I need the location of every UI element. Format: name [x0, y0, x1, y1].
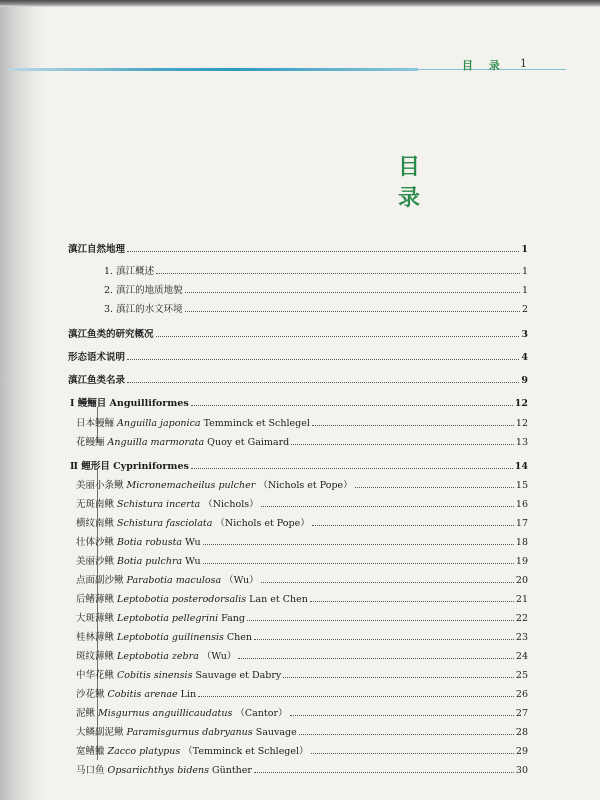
species-chinese-name: 后鳍薄鳅 [76, 594, 118, 605]
toc-entry-label [68, 762, 252, 776]
toc-entry-label: 滇江自然地理 [68, 244, 126, 255]
toc-entry-label [68, 415, 310, 429]
toc-leader-dots [355, 486, 514, 488]
species-scientific-name: Botia robusta [117, 537, 183, 548]
toc-page-number: 12 [515, 418, 528, 429]
toc-leader-dots [291, 443, 514, 445]
toc-page-number: 30 [515, 765, 528, 776]
toc-species-entry[interactable] [68, 530, 528, 548]
running-head-page-number: 1 [520, 57, 527, 70]
species-author: （Wu） [198, 651, 237, 662]
toc-page-number: 14 [514, 461, 528, 472]
species-scientific-name: Leptobotia zebra [117, 651, 199, 662]
toc-entry-label [68, 743, 309, 757]
species-author: Sauvage et Dabry [192, 670, 282, 681]
toc-entry-label [68, 610, 245, 624]
species-scientific-name: Misgurnus anguillicaudatus [98, 708, 233, 719]
species-scientific-name: Zacco platypus [107, 746, 181, 757]
species-author: Lin [177, 689, 197, 700]
species-chinese-name: 沙花鳅 [76, 689, 108, 700]
toc-entry-label [68, 648, 236, 662]
species-author: （Nichols） [200, 499, 259, 510]
toc-entry-label [68, 572, 259, 586]
toc-section-entry[interactable] [68, 368, 528, 386]
toc-page-number: 16 [515, 499, 528, 510]
toc-entry-label [68, 496, 259, 510]
species-chinese-name: 日本鳗鲡 [76, 418, 118, 429]
toc-entry-label [68, 591, 308, 605]
toc-species-entry[interactable] [68, 625, 528, 643]
toc-leader-dots [203, 562, 514, 564]
toc-entry-label: 滇江鱼类名录 [68, 375, 126, 386]
toc-page-number: 9 [521, 375, 528, 386]
toc-page-number: 28 [515, 727, 528, 738]
toc-page-number: 25 [515, 670, 528, 681]
species-chinese-name: 泥鳅 [76, 708, 99, 719]
species-chinese-name: 桂林薄鳅 [76, 632, 118, 643]
toc-entry-label [68, 667, 281, 681]
species-scientific-name: Schistura fasciolata [117, 518, 213, 529]
toc-page-number: 12 [514, 398, 528, 409]
toc-leader-dots [311, 752, 514, 754]
species-scientific-name: Cobitis sinensis [117, 670, 193, 681]
toc-page-number: 24 [515, 651, 528, 662]
toc-page-number: 4 [521, 352, 528, 363]
toc-entry-label: Ⅰ 鳗鲡目 Anguilliformes [70, 398, 189, 409]
species-author: Chen [223, 632, 253, 643]
species-author: Quoy et Gaimard [204, 437, 290, 448]
toc-entry-label [68, 553, 201, 567]
species-chinese-name: 斑纹薄鳅 [76, 651, 118, 662]
toc-page-number: 19 [515, 556, 528, 567]
species-scientific-name: Anguilla japonica [117, 418, 201, 429]
species-scientific-name: Botia pulchra [117, 556, 183, 567]
toc-page-number: 17 [515, 518, 528, 529]
species-chinese-name: 马口鱼 [76, 765, 108, 776]
toc-leader-dots [312, 424, 514, 426]
species-chinese-name: 美丽沙鳅 [76, 556, 118, 567]
species-chinese-name: 点面副沙鳅 [76, 575, 127, 586]
scan-top-edge [0, 0, 600, 7]
toc-page-number: 18 [515, 537, 528, 548]
species-scientific-name: Cobitis arenae [107, 689, 178, 700]
toc-leader-dots [290, 714, 514, 716]
toc-species-entry[interactable] [68, 663, 528, 681]
toc-species-entry[interactable] [68, 568, 528, 586]
toc-page-number: 27 [515, 708, 528, 719]
species-scientific-name: Leptobotia posterodorsalis [117, 594, 247, 605]
toc-page-number: 1 [521, 285, 528, 296]
species-scientific-name: Paramisgurnus dabryanus [126, 727, 253, 738]
toc-species-entry[interactable] [68, 511, 528, 529]
toc-subsection-entry[interactable] [68, 297, 528, 315]
toc-leader-dots [127, 250, 519, 252]
toc-leader-dots [127, 358, 519, 360]
species-chinese-name: 大斑薄鳅 [76, 613, 118, 624]
species-author: （Nichols et Pope） [255, 480, 353, 491]
species-author: （Nichols et Pope） [212, 518, 310, 529]
species-scientific-name: Leptobotia guilinensis [117, 632, 224, 643]
toc-page-number: 29 [515, 746, 528, 757]
toc-entry-label: 1. 滇江概述 [104, 266, 155, 277]
toc-entry-label [68, 705, 288, 719]
species-scientific-name: Leptobotia pellegrini [117, 613, 219, 624]
species-scientific-name: Micronemacheilus pulcher [126, 480, 256, 491]
toc-leader-dots [238, 657, 514, 659]
toc-entry-label: 滇江鱼类的研究概况 [68, 329, 154, 340]
toc-page-number: 21 [515, 594, 528, 605]
species-chinese-name: 无斑南鳅 [76, 499, 118, 510]
toc-leader-dots [203, 543, 514, 545]
toc-entry-label: Ⅱ 鲤形目 Cypriniformes [70, 461, 189, 472]
species-author: （Cantor） [232, 708, 288, 719]
species-scientific-name: Schistura incerta [117, 499, 201, 510]
toc-entry-label [68, 724, 297, 738]
species-chinese-name: 美丽小条鳅 [76, 480, 127, 491]
toc-page-number: 22 [515, 613, 528, 624]
species-chinese-name: 中华花鳅 [76, 670, 118, 681]
toc-section-entry[interactable] [68, 322, 528, 340]
toc-entry-label [68, 515, 310, 529]
running-head-title: 目 录 [462, 59, 506, 72]
toc-entry-label: 3. 滇江的水文环境 [104, 304, 183, 315]
toc-species-entry[interactable] [68, 682, 528, 700]
species-author: （Temminck et Schlegel） [180, 746, 309, 757]
toc-leader-dots [312, 524, 514, 526]
toc-entry-label [68, 477, 353, 491]
species-chinese-name: 横纹南鳅 [76, 518, 118, 529]
toc-entry-label [68, 434, 289, 448]
toc-species-entry[interactable] [68, 430, 528, 448]
toc-species-entry[interactable] [68, 549, 528, 567]
toc-page-number: 1 [521, 266, 528, 277]
toc-entry-label [68, 534, 201, 548]
toc-species-entry[interactable] [68, 587, 528, 605]
toc-section-entry[interactable] [68, 237, 528, 255]
toc-order-entry[interactable] [68, 454, 528, 472]
toc-leader-dots [299, 733, 514, 735]
toc-page-number: 3 [521, 329, 528, 340]
toc-section-entry[interactable] [68, 345, 528, 363]
toc-page-number: 15 [515, 480, 528, 491]
toc-leader-dots [191, 467, 513, 469]
toc-species-entry[interactable] [68, 473, 528, 491]
toc-leader-dots [261, 581, 514, 583]
toc-species-entry[interactable] [68, 606, 528, 624]
toc-species-entry[interactable] [68, 492, 528, 510]
toc-subsection-entry[interactable] [68, 278, 528, 296]
book-spine-shadow [0, 0, 46, 800]
toc-species-entry[interactable] [68, 739, 528, 757]
toc-leader-dots [198, 695, 514, 697]
toc-leader-dots [254, 638, 514, 640]
species-chinese-name: 壮体沙鳅 [76, 537, 118, 548]
toc-entry-label: 2. 滇江的地质地貌 [104, 285, 183, 296]
species-chinese-name: 大鳞副泥鳅 [76, 727, 127, 738]
page-title: 目 录 [398, 154, 437, 211]
header-rule [8, 68, 418, 71]
toc-page-number: 1 [521, 244, 528, 255]
species-author: Temminck et Schlegel [200, 418, 310, 429]
species-author: Fang [218, 613, 245, 624]
toc-entry-label: 形态语术说明 [68, 352, 126, 363]
species-author: Lan et Chen [246, 594, 308, 605]
toc-leader-dots [247, 619, 514, 621]
toc-order-entry[interactable] [68, 391, 528, 409]
toc-page-number: 26 [515, 689, 528, 700]
species-chinese-name: 花鳗鲡 [76, 437, 108, 448]
species-scientific-name: Opsariichthys bidens [107, 765, 210, 776]
toc-leader-dots [127, 381, 519, 383]
toc-entry-label [68, 686, 196, 700]
toc-species-entry[interactable] [68, 720, 528, 738]
species-chinese-name: 宽鳍鱲 [76, 746, 108, 757]
toc-leader-dots [283, 676, 514, 678]
toc-leader-dots [156, 335, 520, 337]
toc-page-number: 23 [515, 632, 528, 643]
toc-entry-label [68, 629, 252, 643]
toc-leader-dots [185, 291, 520, 293]
toc-leader-dots [185, 310, 520, 312]
toc-subsection-entry[interactable] [68, 259, 528, 277]
species-scientific-name: Anguilla marmorata [107, 437, 205, 448]
species-author: Günther [209, 765, 252, 776]
toc-species-entry[interactable] [68, 758, 528, 776]
species-author: （Wu） [221, 575, 259, 586]
toc-leader-dots [191, 404, 513, 406]
species-author: Sauvage [252, 727, 297, 738]
running-head [462, 57, 572, 75]
species-author: Wu [182, 537, 201, 548]
toc-species-entry[interactable] [68, 644, 528, 662]
toc-species-entry[interactable] [68, 411, 528, 429]
species-author: Wu [182, 556, 201, 567]
toc-leader-dots [261, 505, 514, 507]
toc-page-number: 13 [515, 437, 528, 448]
toc-leader-dots [156, 272, 520, 274]
species-scientific-name: Parabotia maculosa [126, 575, 222, 586]
toc-page-number: 2 [521, 304, 528, 315]
toc-leader-dots [310, 600, 514, 602]
toc-leader-dots [254, 771, 514, 773]
toc-species-entry[interactable] [68, 701, 528, 719]
toc-page-number: 20 [515, 575, 528, 586]
